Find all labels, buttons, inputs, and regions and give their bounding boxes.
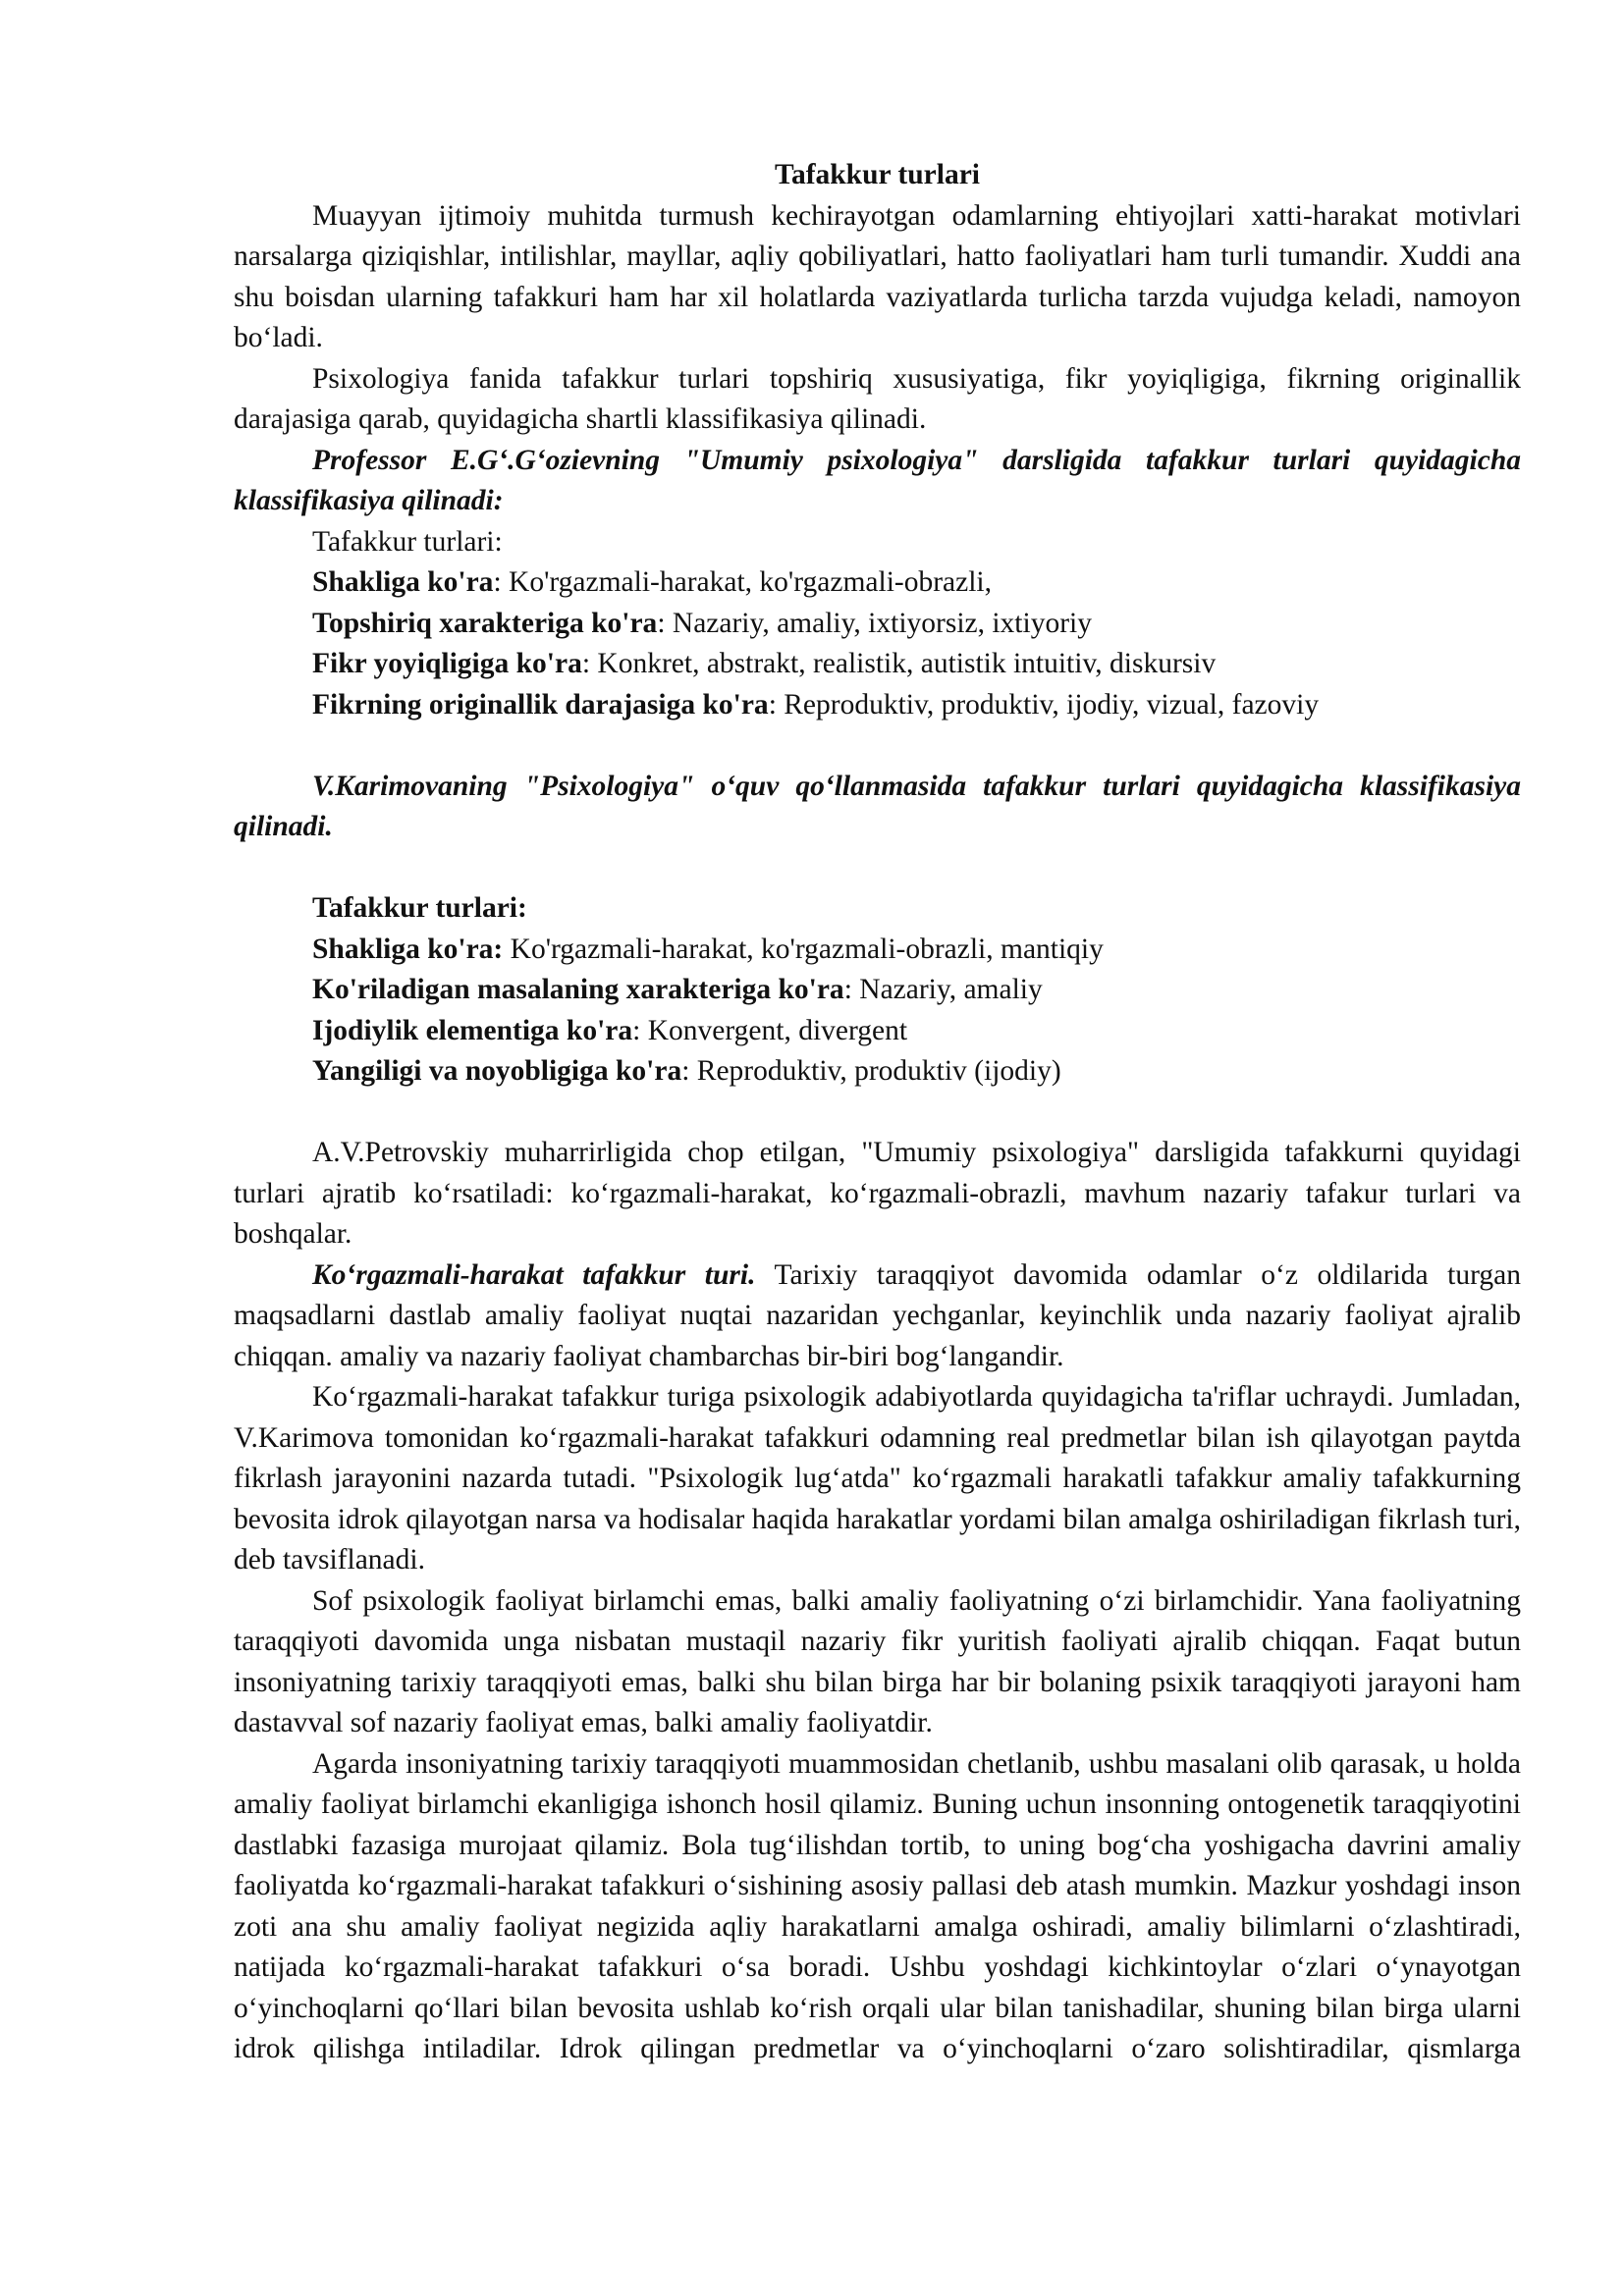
list-item-label: Fikr yoyiqligiga ko'ra <box>312 648 582 679</box>
list-item <box>234 1051 1521 1093</box>
list-item <box>234 562 1521 604</box>
list-item-label: Shakliga ko'ra: <box>312 933 504 965</box>
paragraph-1: Muayyan ijtimoiy muhitda turmush kechirayotgan odamlarning ehtiyojlari xatti-harakat motivlari narsalarga qiziqishlar, intilishlar, mayllar, aqliy qobiliyatlari, hatto faoliyatlari ham turli tumandir. Xuddi ana shu boisdan ularning tafakkuri ham har xil holatlarda vaziyatlarda turlicha tarzda vujudga keladi, namoyon bo‘ladi. <box>234 199 1521 353</box>
spacer <box>234 1093 1521 1134</box>
list-item <box>234 604 1521 645</box>
list-item <box>234 930 1521 971</box>
page-title: Tafakkur turlari <box>774 159 980 190</box>
list-1-heading: Tafakkur turlari: <box>312 525 503 558</box>
list-item <box>234 644 1521 685</box>
paragraph-2: Psixologiya fanida tafakkur turlari topshiriq xususiyatiga, fikr yoyiqligiga, fikrning originallik darajasiga qarab, quyidagicha shartli klassifikasiya qilinadi. <box>234 362 1521 435</box>
list-item-label: Ko'riladigan masalaning xarakteriga ko'ra <box>312 974 844 1005</box>
paragraph-7: Ko‘rgazmali-harakat tafakkur turiga psixologik adabiyotlarda quyidagicha ta'riflar uchraydi. Jumladan, V.Karimova tomonidan ko‘rgazmali-harakat tafakkuri odamning real predmetlar bilan ish qilayotgan paytda fikrlash jarayonini nazarda tutadi. "Psixologik lug‘atda" ko‘rgazmali harakatli tafakkur amaliy tafakkurning bevosita idrok qilayotgan narsa va hodisalar haqida harakatlar yordami bilan amalga oshiriladigan fikrlash turi, deb tavsiflanadi. <box>234 1381 1521 1575</box>
classification-list-1 <box>234 522 1521 726</box>
list-item-label: Shakliga ko'ra <box>312 566 494 598</box>
paragraph-3-source-heading: Professor E.G‘.G‘ozievning "Umumiy psixologiya" darsligida tafakkur turlari quyidagicha klassifikasiya qilinadi: <box>234 444 1521 516</box>
list-item-label: Topshiriq xarakteriga ko'ra <box>312 607 658 639</box>
paragraph-9: Agarda insoniyatning tarixiy taraqqiyoti muammosidan chetlanib, ushbu masalani olib qarasak, u holda amaliy faoliyat birlamchi ekanligiga ishonch hosil qilamiz. Buning uchun insonning ontogenetik taraqqiyotini dastlabki fazasiga murojaat qilamiz. Bola tug‘ilishdan tortib, to uning bog‘cha yoshigacha davrini amaliy faoliyatda ko‘rgazmali-harakat tafakkuri o‘sishining asosiy pallasi deb atash mumkin. Mazkur yoshdagi inson zoti ana shu amaliy faoliyat negizida aqliy harakatlarni amalga oshiradi, amaliy bilimlarni o‘zlashtiradi, natijada ko‘rgazmali-harakat tafakkuri o‘sa boradi. Ushbu yoshdagi kichkintoylar o‘zlari o‘ynayotgan o‘yinchoqlarni qo‘llari bilan bevosita ushlab ko‘rish orqali ular bilan tanishadilar, shuning bilan birga ularni idrok qilishga intiladilar. Idrok qilingan predmetlar va o‘yinchoqlarni o‘zaro solishtiradilar, qismlarga <box>234 1747 1521 2064</box>
list-item-label: Fikrning originallik darajasiga ko'ra <box>312 688 769 721</box>
paragraph-8: Sof psixologik faoliyat birlamchi emas, balki amaliy faoliyatning o‘zi birlamchidir. Yana faoliyatning taraqqiyoti davomida unga nisbatan mustaqil nazariy fikr yuritish faoliyati ajralib chiqqan. Faqat butun insoniyatning tarixiy taraqqiyoti emas, balki shu bilan birga har bir bolaning psixik taraqqiyoti jarayoni ham dastavval sof nazariy faoliyat emas, balki amaliy faoliyatdir. <box>234 1584 1521 1738</box>
list-item-value: Ko'rgazmali-harakat, ko'rgazmali-obrazli, mantiqiy <box>503 933 1104 965</box>
paragraph-6 <box>234 1255 1521 1378</box>
classification-list-2 <box>234 888 1521 1093</box>
list-item-value: : Reproduktiv, produktiv, ijodiy, vizual, fazoviy <box>768 688 1320 721</box>
list-item-value: : Nazariy, amaliy, ixtiyorsiz, ixtiyoriy <box>657 607 1092 639</box>
list-item-value: : Konkret, abstrakt, realistik, autistik intuitiv, diskursiv <box>581 648 1217 679</box>
list-item-label: Yangiligi va noyobligiga ko'ra <box>312 1055 682 1087</box>
spacer <box>234 725 1521 767</box>
section-heading: Ko‘rgazmali-harakat tafakkur turi. <box>312 1258 756 1291</box>
paragraph-6-text: Tarixiy taraqqiyot davomida odamlar o‘z oldilarida turgan maqsadlarni dastlab amaliy faoliyat nuqtai nazaridan yechganlar, keyinchlik unda nazariy faoliyat ajralib chiqqan. amaliy va nazariy faoliyat chambarchas bir-biri bog‘langandir. <box>234 1258 1521 1372</box>
spacer <box>234 848 1521 889</box>
list-item <box>234 1011 1521 1052</box>
document-page <box>234 155 1521 2070</box>
paragraph-4-source-heading: V.Karimovaning "Psixologiya" o‘quv qo‘llanmasida tafakkur turlari quyidagicha klassifikasiya qilinadi. <box>234 770 1521 842</box>
list-item <box>234 685 1521 726</box>
list-item-value: : Reproduktiv, produktiv (ijodiy) <box>681 1055 1061 1087</box>
list-item-value: : Nazariy, amaliy <box>843 974 1043 1005</box>
paragraph-5: A.V.Petrovskiy muharrirligida chop etilgan, "Umumiy psixologiya" darsligida tafakkurni quyidagi turlari ajratib ko‘rsatiladi: ko‘rgazmali-harakat, ko‘rgazmali-obrazli, mavhum nazariy tafakur turlari va boshqalar. <box>234 1137 1521 1250</box>
list-2-heading: Tafakkur turlari: <box>312 892 527 924</box>
list-item <box>234 970 1521 1011</box>
list-item-value: : Konvergent, divergent <box>632 1014 908 1046</box>
list-item-value: : Ko'rgazmali-harakat, ko'rgazmali-obrazli, <box>493 566 992 598</box>
list-item-label: Ijodiylik elementiga ko'ra <box>312 1014 633 1046</box>
